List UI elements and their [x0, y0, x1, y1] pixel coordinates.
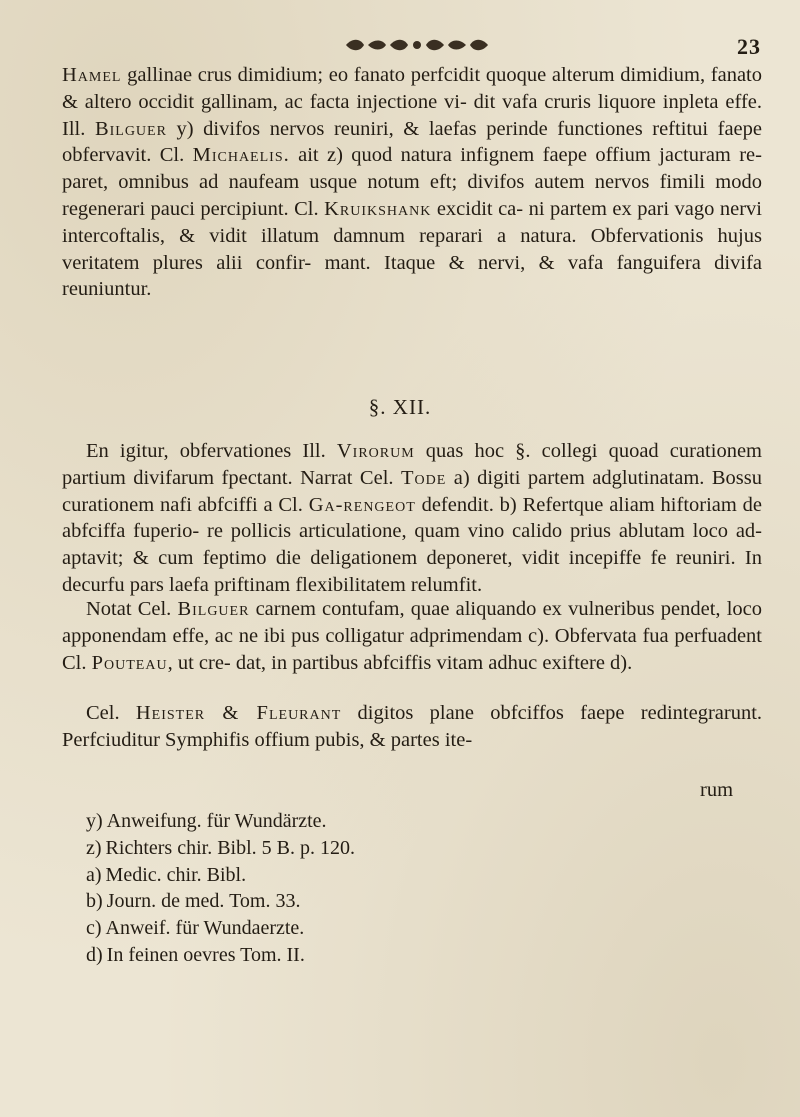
paragraph-text: y) divifos nervos reuniri, & laefas perinde functiones reftitui faepe obfervavit. Cl.	[62, 117, 762, 167]
catchword: rum	[700, 779, 734, 801]
footnote-mark: d)	[86, 943, 103, 966]
paragraph-text: Cel.	[86, 702, 136, 724]
footnote	[86, 942, 746, 969]
footnote	[86, 835, 746, 862]
paragraph-text: a) digiti partem adglutinatam. Bossu curationem nafi abfciffi a Cl.	[62, 466, 763, 516]
paragraph-text: digitos plane obfciffos faepe redintegrarunt. Perfciuditur Symphifis offium pubis, & partes ite-	[62, 702, 763, 751]
paragraph-heister	[62, 700, 762, 754]
footnote-mark: y)	[86, 810, 103, 832]
author-name: Pouteau	[91, 651, 168, 674]
author-name: Kruikshank	[324, 197, 432, 220]
footnote	[86, 862, 746, 889]
author-name: Hamel	[62, 64, 122, 86]
footnote-text: Medic. chir. Bibl.	[105, 863, 247, 886]
author-name: Heister & Fleurant	[135, 702, 342, 724]
paragraph-text: En igitur, obfervationes Ill.	[86, 440, 337, 462]
header-ornament-icon	[342, 36, 492, 54]
author-name: Michaelis.	[192, 144, 290, 167]
paragraph-text: ait z) quod natura infignem faepe offium jacturam re- paret, omnibus ad naufeam usque notum eft; divifos autem nervos fimili modo regenerari pauci percipiunt. Cl.	[62, 144, 762, 220]
paragraph-text: Notat Cel.	[86, 598, 178, 620]
footnote-mark: z)	[86, 836, 102, 859]
paragraph-text: carnem contufam, quae aliquando ex vulneribus pendet, loco apponendam effe, ac ne ibi pus colligatur adprimendam c). Obfervata fua perfuadent Cl.	[62, 598, 762, 674]
author-name: Bilguer	[177, 598, 250, 620]
footnote	[86, 915, 746, 942]
footnote	[86, 888, 746, 915]
author-name: Ga-rengeot	[308, 493, 416, 516]
author-name: Tode	[401, 466, 447, 489]
author-name: Bilguer	[94, 117, 167, 140]
author-name: Virorum	[336, 440, 415, 462]
paragraph-observations	[62, 438, 762, 599]
footnote-text: Anweif. für Wundaerzte.	[105, 917, 305, 940]
paragraph-text: gallinae crus dimidium; eo fanato perfcidit quoque alterum dimidium, fanato & altero occidit gallinam, ac facta injectione vi- dit vafa cruris liquore inpleta effe. Ill.	[62, 64, 762, 140]
footnote-mark: c)	[86, 917, 102, 940]
footnote	[86, 808, 746, 835]
footnote-mark: a)	[86, 863, 102, 886]
footnote-text: Anweifung. für Wundärzte.	[106, 810, 327, 832]
paragraph-text: quas hoc §. collegi quoad curationem partium divifarum fpectant. Narrat Cel.	[62, 440, 762, 489]
footnote-text: Richters chir. Bibl. 5 B. p. 120.	[105, 836, 355, 859]
paragraph-text: , ut cre- dat, in partibus abfciffis vitam adhuc exiftere d).	[167, 651, 633, 674]
footnotes-list	[86, 808, 746, 969]
section-heading: §. XII.	[368, 395, 432, 419]
footnote-text: In feinen oevres Tom. II.	[106, 943, 305, 966]
footnote-mark: b)	[86, 890, 103, 913]
paragraph-text: defendit. b) Refertque aliam hiftoriam de abfciffa fuperio- re pollicis articulatione, quam vino calido prius ablutam loco ad- aptavit; & cum feptimo die deligationem deponeret, vidit incepiffe fe reuniri. In decurfu pars laefa priftinam flexibilitatem relumfit.	[62, 493, 762, 596]
page-number: 23	[737, 34, 761, 59]
footnote-text: Journ. de med. Tom. 33.	[106, 890, 301, 913]
paragraph-bilguer	[62, 596, 762, 676]
paragraph-text: excidit ca- ni partem ex pari vago nervi intercoftalis, & vidit illatum damnum reparari a natura. Obfervationis hujus veritatem plures alii confir- mant. Itaque & nervi, & vafa fanguifera divifa reuniuntur.	[62, 197, 762, 301]
paragraph-hamel	[62, 62, 762, 303]
